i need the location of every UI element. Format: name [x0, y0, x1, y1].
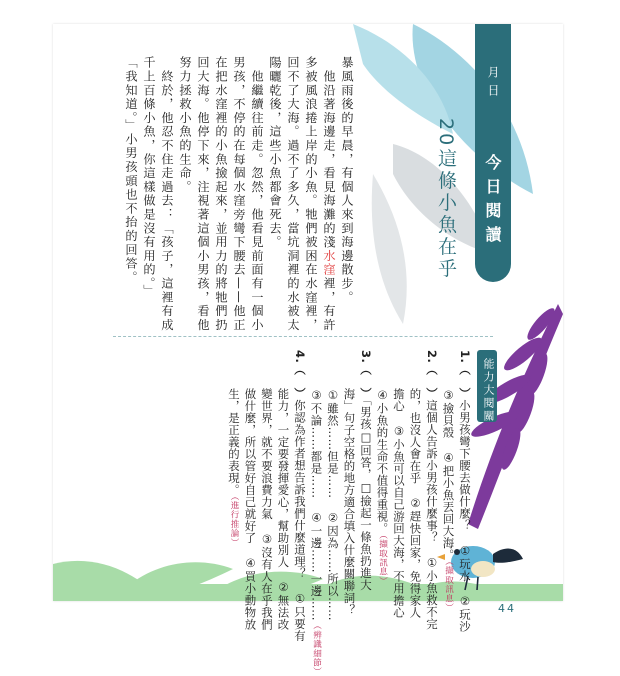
story-text: [105, 56, 355, 333]
story-column-text: 他沿著海邊走，看見海灘的淺: [322, 56, 336, 250]
question-text: ④小魚的生命不值得重視。: [375, 388, 390, 535]
question-column: [407, 350, 424, 619]
month-day-label: 月日: [486, 66, 500, 102]
story-column: 多被風浪捲上岸的小魚。牠們被困在水窪裡，: [304, 56, 318, 332]
question-number[interactable]: 2.（ ）: [425, 350, 439, 400]
question-column: [440, 350, 457, 613]
question-column: [341, 350, 358, 616]
section-divider: [113, 336, 493, 337]
story-column: 陽曬乾後，這些小魚都會死去。: [268, 56, 282, 250]
question-column: [242, 350, 259, 631]
story-column: 努力拯救小魚的生命。: [178, 56, 192, 194]
question-text: ③撿貝殼 ④把小魚丟回大海。: [441, 388, 456, 562]
story-column: 回大海。他停下來，注視著這個小男孩，看他: [196, 56, 210, 332]
skill-tag: （進行推論）: [229, 496, 239, 547]
story-column: 暴風雨後的早晨，有個人來到海邊散步。: [340, 56, 354, 305]
story-column-text: 裡，有許: [322, 276, 336, 333]
story-column: 男孩，不停的在每個水窪旁彎下腰去——他正: [232, 56, 246, 332]
question-text: 的，也沒人會在乎 ②趕快回家，免得家人: [408, 388, 423, 619]
question-number[interactable]: 4.（ ）: [293, 350, 307, 400]
question-column: [358, 350, 375, 590]
question-number[interactable]: 1.（ ）: [458, 350, 472, 400]
story-column: [319, 56, 337, 333]
question-number[interactable]: 3.（ ）: [359, 350, 373, 400]
question-column: [308, 350, 325, 676]
skill-tag: （辨識細節）: [311, 621, 322, 676]
question-text: 擔心 ③小魚可以自己游回大海，不用擔心: [392, 388, 406, 619]
question-text: 「男孩□回答，□撿起一條魚扔進大: [359, 399, 373, 591]
question-column: [292, 350, 309, 643]
question-column: [374, 350, 391, 590]
story-title: 20這條小魚在乎: [435, 118, 457, 281]
question-column: [275, 350, 292, 631]
question-text: 這個人告訴小男孩什麼事？ ①小魚救不完: [425, 399, 439, 631]
story-column: 在把水窪裡的小魚撿起來，並用力的將牠們扔: [214, 56, 228, 332]
page-number: 44: [498, 602, 516, 615]
section-title: 今日閱讀: [483, 154, 502, 250]
questions-block: [153, 350, 473, 676]
question-text: 小男孩彎下腰去做什麼？ ①玩水 ②玩沙: [458, 399, 472, 633]
book-page: [53, 24, 563, 676]
story-column: 「我知道。」小男孩頭也不抬的回答。: [124, 56, 138, 285]
grey-leaf-shape: [372, 174, 407, 324]
question-text: 能力，一定要發揮愛心，幫助別人 ②無法改: [276, 388, 291, 631]
story-column: 回不了大海。過不了多久，當坑洞裡的水被太: [286, 56, 300, 332]
story-column: 終於，他忍不住走過去：「孩子，這裡有成: [160, 56, 174, 332]
question-column: [457, 350, 474, 633]
story-column: 千上百條小魚，你這樣做是沒有用的。」: [142, 56, 156, 299]
question-column: [325, 350, 342, 622]
question-column: [391, 350, 408, 619]
question-column: [259, 350, 276, 631]
question-text: 你認為作者想告訴我們什麼道理？ ①只要有: [293, 399, 307, 643]
question-column: [424, 350, 441, 631]
question-column: [226, 350, 243, 590]
question-text: ③不論……都是…… ④一邊……一邊……: [309, 388, 324, 622]
question-text: 變世界，就不要浪費力氣 ③沒有人在乎我們: [260, 388, 274, 631]
question-text: 生，是正義的表現。: [227, 388, 241, 496]
highlight-word: 水窪: [322, 249, 336, 277]
skill-tag: （擷取訊息）: [377, 534, 388, 586]
question-text: ①雖然……但是…… ②因為……所以……: [326, 388, 340, 622]
story-column: 他繼續往前走。忽然，他看見前面有一個小: [250, 56, 264, 332]
skill-tag: （擷取訊息）: [443, 561, 454, 613]
question-text: 海」句子空格的地方適合填入什麼關聯詞？: [342, 388, 357, 616]
ability-label: 能力大閱關: [482, 358, 495, 423]
question-text: 做什麼，所以管好自己就好了 ④買小動物放: [243, 388, 258, 631]
